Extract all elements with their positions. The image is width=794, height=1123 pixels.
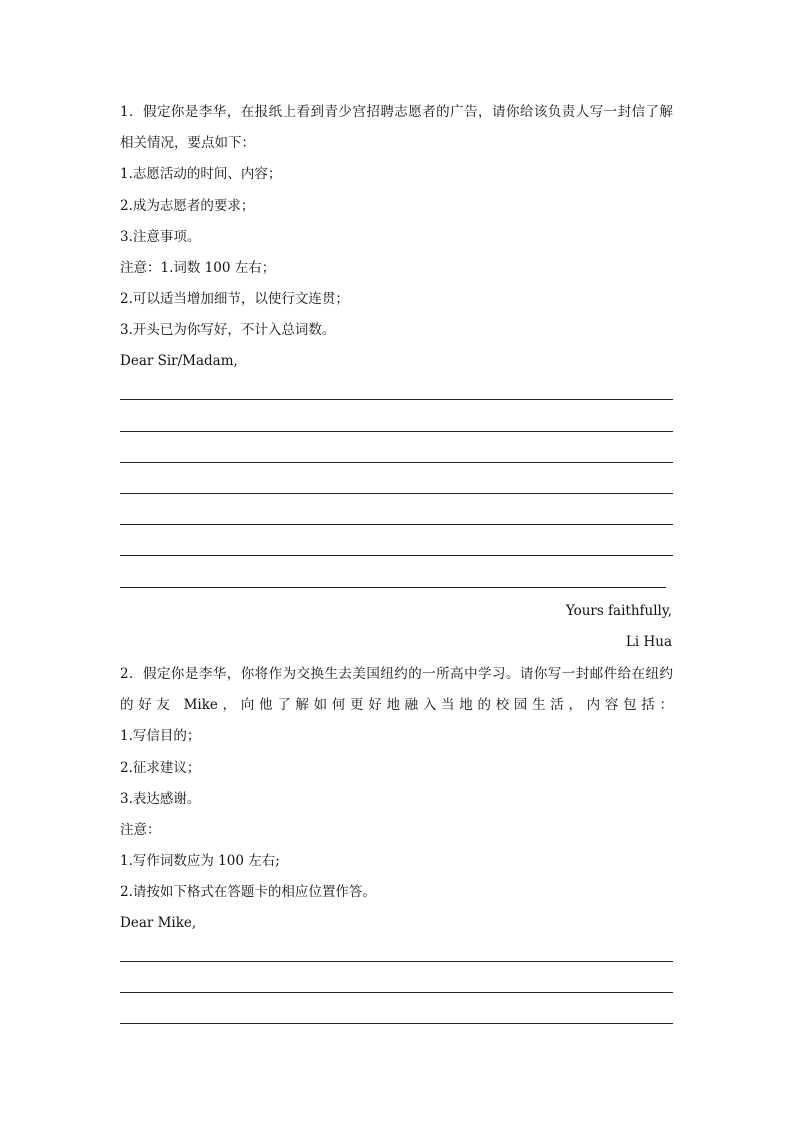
q2-prompt-line-1: 2．假定你是李华，你将作为交换生去美国纽约的一所高中学习。请你写一封邮件给在纽约 bbox=[120, 666, 673, 682]
q2-note-2: 2.请按如下格式在答题卡的相应位置作答。 bbox=[120, 884, 376, 900]
q1-point-2: 2.成为志愿者的要求； bbox=[120, 198, 255, 214]
q1-note-1: 注意：1.词数 100 左右； bbox=[120, 260, 276, 276]
q1-note-2: 2.可以适当增加细节，以使行文连贯； bbox=[120, 291, 349, 307]
q1-answer-line bbox=[120, 399, 673, 400]
q2-point-1: 1.写信目的； bbox=[120, 728, 201, 744]
q1-answer-line bbox=[120, 493, 673, 494]
q1-salutation: Dear Sir/Madam, bbox=[120, 353, 238, 369]
q2-answer-line bbox=[120, 1023, 673, 1024]
q1-answer-line bbox=[120, 431, 673, 432]
q1-answer-line bbox=[120, 555, 673, 556]
q2-answer-line bbox=[120, 961, 673, 962]
q2-point-3: 3.表达感谢。 bbox=[120, 791, 201, 807]
q2-notes-title: 注意： bbox=[120, 822, 161, 838]
q1-prompt-line-2: 相关情况，要点如下： bbox=[120, 135, 255, 151]
q1-prompt-line-1: 1．假定你是李华，在报纸上看到青少宫招聘志愿者的广告，请你给该负责人写一封信了解 bbox=[120, 104, 673, 120]
q2-prompt-line-2: 的好友 Mike，向他了解如何更好地融入当地的校园生活，内容包括： bbox=[120, 697, 673, 713]
q1-answer-line bbox=[120, 524, 673, 525]
q2-point-2: 2.征求建议； bbox=[120, 760, 201, 776]
q1-closing: Yours faithfully, bbox=[565, 603, 672, 619]
q2-answer-line bbox=[120, 992, 673, 993]
q1-note-3: 3.开头已为你写好，不计入总词数。 bbox=[120, 322, 336, 338]
q2-note-1: 1.写作词数应为 100 左右; bbox=[120, 853, 280, 869]
q1-point-3: 3.注意事项。 bbox=[120, 229, 201, 245]
q1-point-1: 1.志愿活动的时间、内容； bbox=[120, 166, 282, 182]
q1-answer-line bbox=[120, 587, 666, 588]
q1-answer-line bbox=[120, 462, 673, 463]
q1-signature: Li Hua bbox=[625, 634, 672, 650]
q2-salutation: Dear Mike, bbox=[120, 915, 197, 931]
